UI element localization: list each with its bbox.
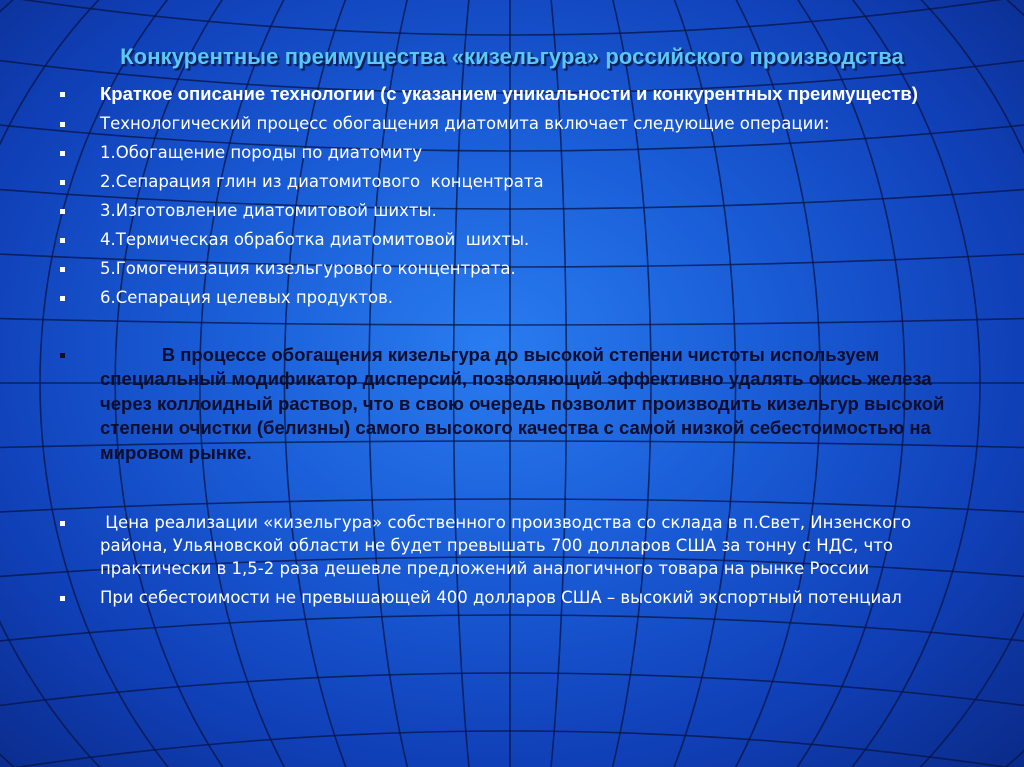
bullet-marker <box>60 122 65 127</box>
bullet-step-5 <box>60 257 980 280</box>
slide-title: Конкурентные преимущества «кизельгура» российского производства <box>120 44 904 69</box>
bullet-text: В процессе обогащения кизельгура до высокой степени чистоты используем специальный модификатор дисперсий, позволяющий эффективно удалять окись железа через коллоидный раствор, что в свою очередь позволит производить кизельгур высокой степени очистки (белизны) самого высокого качества с самой низкой себестоимостью на мировом рынке. <box>100 344 950 463</box>
bullet-step-2 <box>60 170 980 193</box>
bullet-marker <box>60 238 65 243</box>
bullet-text: 4.Термическая обработка диатомитовой шихты. <box>100 230 530 249</box>
bullet-process-intro <box>60 112 980 135</box>
bullet-modifier-paragraph <box>60 343 980 465</box>
bullet-list <box>60 82 980 609</box>
bullet-text: 5.Гомогенизация кизельгурового концентрата. <box>100 259 516 278</box>
bullet-step-3 <box>60 199 980 222</box>
bullet-text: 6.Сепарация целевых продуктов. <box>100 288 394 307</box>
bullet-marker <box>60 151 65 156</box>
bullet-text: 2.Сепарация глин из диатомитового концентрата <box>100 172 544 191</box>
bullet-step-1 <box>60 141 980 164</box>
bullet-export-potential <box>60 586 980 609</box>
bullet-text: Краткое описание технологии (с указанием уникальности и конкурентных преимуществ) <box>100 83 918 104</box>
bullet-marker <box>60 353 65 358</box>
grid-parallel <box>0 615 1024 643</box>
bullet-price <box>60 511 980 580</box>
bullet-text: Технологический процесс обогащения диатомита включает следующие операции: <box>100 114 830 133</box>
bullet-marker <box>60 267 65 272</box>
grid-parallel <box>0 673 1024 708</box>
bullet-step-6 <box>60 286 980 309</box>
bullet-text: При себестоимости не превышающей 400 долларов США – высокий экспортный потенциал <box>100 588 902 608</box>
bullet-marker <box>60 180 65 185</box>
bullet-marker <box>60 296 65 301</box>
bullet-text: 3.Изготовление диатомитовой шихты. <box>100 201 437 220</box>
bullet-text: Цена реализации «кизельгура» собственного производства со склада в п.Свет, Инзенского района, Ульяновской области не будет превышать 700 долларов США за тонну с НДС, что практически в 1,5-2 раза дешевле предложений аналогичного товара на рынке России <box>100 513 917 579</box>
bullet-marker <box>60 521 65 526</box>
bullet-marker <box>60 596 65 601</box>
bullet-marker <box>60 209 65 214</box>
bullet-marker <box>60 92 65 97</box>
bullet-text: 1.Обогащение породы по диатомиту <box>100 143 423 162</box>
bullet-tech-description <box>60 82 980 106</box>
bullet-step-4 <box>60 228 980 251</box>
